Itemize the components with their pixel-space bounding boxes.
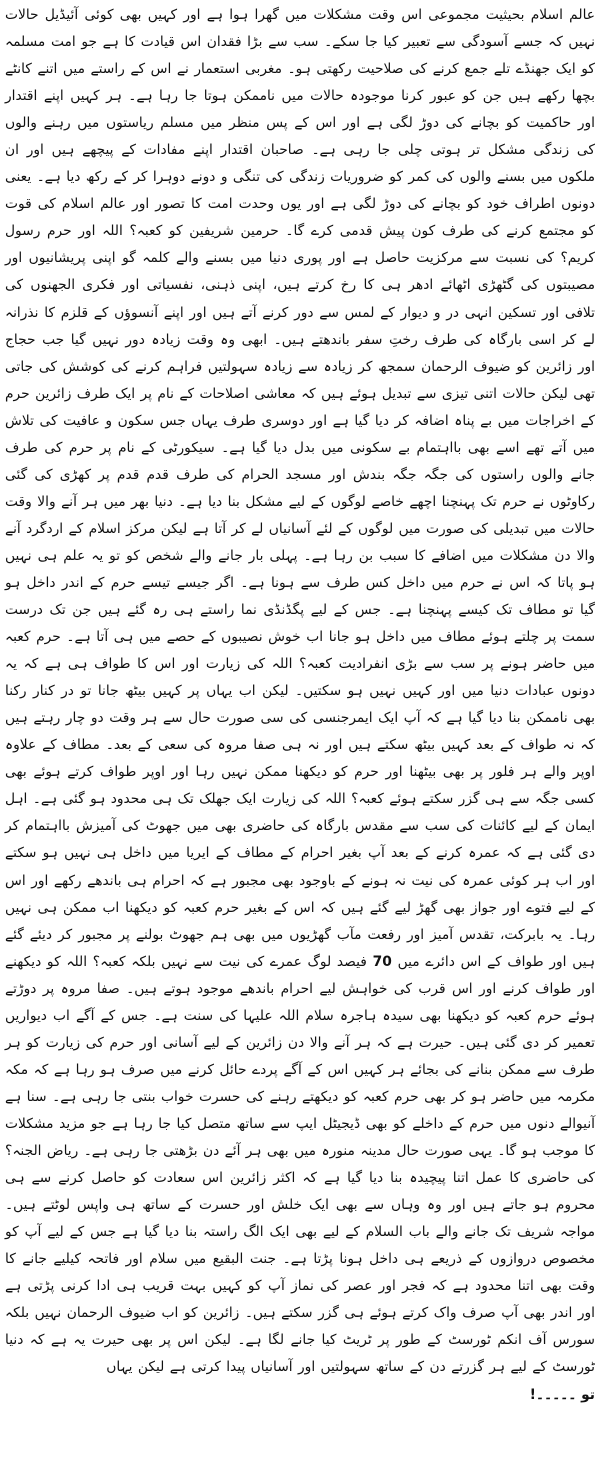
highlight-number: 70 bbox=[372, 953, 392, 970]
article-paragraph-1: عالم اسلام بحیثیت مجموعی اس وقت مشکلات میں گھرا ہوا ہے اور کہیں بھی کوئی آئیڈیل حالات نہیں کہ جسے آسودگی سے تعبیر کیا جا سکے۔ سب سے بڑا فقدان اس قیادت کا ہے جو امت مسلمہ کو ایک جھنڈے تلے جمع کرنے کی صلاحیت رکھتی ہو۔ مغربی استعمار نے اس کے راستے میں اتنے کانٹے بچھا رکھے ہیں جن کو عبور کرنا موجودہ حالات میں ناممکن ہوتا جا رہا ہے۔ ہر کہیں اپنے اقتدار اور حاکمیت کو بچانے کی دوڑ لگی ہے اور اس کے پس منظر میں مسلم ریاستوں میں رہنے والوں کی زندگی مشکل تر ہوتی چلی جا رہی ہے۔ صاحبان اقتدار اپنے مفادات کے پیچھے ہیں اور ان ملکوں میں بسنے والوں کی کمر کو ضروریات زندگی کی تنگی و دونے دوہرا کر کے رکھ دیا ہے۔ یعنی دونوں اطراف خود کو بچانے کی دوڑ لگی ہے اور یوں وحدت امت کا تصور اور عالم اسلام کی قوت کو مجتمع کرنے کی طرف کون پیش قدمی کرے گا۔ حرمین شریفین کو کعبہ؟ اللہ اور حرم رسول کریم؟ کی نسبت سے مرکزیت حاصل ہے اور پوری دنیا میں بسنے والے کلمہ گو اپنی پریشانیوں اور مصیبتوں کی گٹھڑی اٹھائے ادھر ہی کا رخ کرتے ہیں، اپنی ذہنی، نفسیاتی اور فکری الجھنوں کی تلافی اور تسکین انہی در و دیوار کے لمس سے دور کرنے آتے ہیں اور اپنے آنسوؤں کے قلزم کا نذرانہ لے کر اسی بارگاہ کی طرف رختِ سفر باندھتے ہیں۔ ابھی وہ وقت زیادہ دور نہیں گیا جب حجاج اور زائرین کو ضیوف الرحمان سمجھ کر زیادہ سے زیادہ سہولتیں فراہم کرنے کی کوشش کی جاتی تھی لیکن حالات اتنی تیزی سے تبدیل ہوئے ہیں کہ معاشی اصلاحات کے نام پر ایک طرف زائرین حرم کے اخراجات میں بے پناہ اضافہ کر دیا گیا ہے اور دوسری طرف یہاں جس سکون و عافیت کی تلاش میں آتے تھے اسے بھی بااہتمام بے سکونی میں بدل دیا گیا ہے۔ سیکورٹی کے نام پر حرم کی طرف جانے والوں راستوں کی جگہ جگہ بندش اور مسجد الحرام کی طرف قدم قدم پر کھڑی کی گئی رکاوٹوں نے حرم تک پہنچنا اچھے خاصے لوگوں کے لیے مشکل بنا دیا ہے۔ دنیا بھر میں ہر آنے والا وقت حالات میں تبدیلی کی صورت میں لوگوں کے لئے آسانیاں لے کر آتا ہے لیکن مرکز اسلام کے اردگرد آنے والا دن مشکلات میں اضافے کا سبب بن رہا ہے۔ پہلی بار جانے والے شخص کو تو یہ علم ہی نہیں ہو پاتا کہ اس نے حرم میں داخل کس طرف سے ہونا ہے۔ اگر جیسے تیسے حرم کے اندر داخل ہو گیا تو مطاف تک کیسے پہنچنا ہے۔ جس کے لیے پگڈنڈی نما راستے ہی رہ گئے ہیں جن تک درست سمت پر چلتے ہوئے مطاف میں داخل ہو جانا اب خوش نصیبوں کے حصے میں ہی آتا ہے۔ حرم کعبہ میں حاضر ہونے پر سب سے بڑی انفرادیت کعبہ؟ اللہ کی زیارت اور اس کا طواف ہی ہے کہ یہ دونوں عبادات دنیا میں اور کہیں نہیں ہو سکتیں۔ لیکن اب یہاں پر کہیں بیٹھ جانا تو در کنار رکنا بھی ناممکن بنا دیا گیا ہے کہ آپ ایک ایمرجنسی کی سی صورت حال سے ہر وقت دو چار رہتے ہیں کہ نہ طواف کے بعد کہیں بیٹھ سکتے ہیں اور نہ ہی صفا مروہ کی سعی کے بعد۔ مطاف کے علاوہ اوپر والے ہر فلور پر بھی بیٹھنا اور حرم کو دیکھنا ممکن نہیں رہا اور اوپر طواف کرتے ہوئے بھی کسی جگہ سے ہی گزر سکتے ہوئے کعبہ؟ اللہ کی زیارت ایک جھلک تک ہی محدود ہو گئی ہے۔ اہل ایمان کے لیے کائنات کی سب سے مقدس بارگاہ کی حاضری بھی میں جھوٹ کی آمیزش بااہتمام کر دی گئی ہے کہ عمرہ کرنے کے بعد آپ بغیر احرام کے مطاف کے ایریا میں داخل ہی نہیں ہو سکتے اور اب ہر کوئی عمرہ کی نیت نہ ہونے کے باوجود بھی مجبور ہے کہ احرام ہی باندھے رکھے اور اس کے لیے فتوے اور جواز بھی گھڑ لیے گئے ہیں کہ اس کے بغیر حرم کعبہ کو دیکھنا اب ممکن ہی نہیں رہا۔ یہ بابرکت، تقدس آمیز اور رفعت مآب گھڑیوں میں بھی ہم جھوٹ بولنے پر مجبور کر دیئے گئے ہیں اور طواف کے اس دائرے میں bbox=[5, 7, 595, 970]
article-closing: تو ۔۔۔۔۔! bbox=[529, 1387, 595, 1404]
article-paragraph-2: فیصد لوگ عمرے کی نیت سے نہیں بلکہ کعبہ؟ اللہ کو دیکھنے اور طواف کرنے اور اس قرب کی خواہش لیے احرام باندھے موجود ہوتے ہیں۔ صفا مروہ پر دوڑتے ہوئے حرم کعبہ کو دیکھنا بھی سیدہ ہاجرہ سلام اللہ علیہا کی سنت ہے۔ جس کے آگے اب دیواریں تعمیر کر دی گئی ہیں۔ حیرت ہے کہ ہر آنے والا دن زائرین کے لیے آسانی اور حرم کی زیارت کو ہر طرف سے ممکن بنانے کی بجائے ہر کہیں اس کے آگے پردے حائل کرنے میں صرف ہو رہا ہے کہ مکہ مکرمہ میں حاضر ہو کر بھی حرم کعبہ کو دیکھتے رہنے کی حسرت خواب بنتی جا رہی ہے۔ سنا ہے آنیوالے دنوں میں حرم کے داخلے کو بھی ڈیجیٹل ایپ سے ساتھ متصل کیا جا رہا ہے جو مزید مشکلات کا موجب ہو گا۔ یہی صورت حال مدینہ منورہ میں بھی ہر آئے دن بڑھتی جا رہی ہے۔ ریاض الجنہ؟ کی حاضری کا عمل اتنا پیچیدہ بنا دیا گیا ہے کہ اکثر زائرین اس سعادت کو حاصل کرنے سے ہی محروم ہو جاتے ہیں اور وہ وہاں سے بھی ایک خلش اور حسرت کے ساتھ ہی واپس لوٹتے ہیں۔ مواجہ شریف تک جانے والے باب السلام کے لیے بھی ایک الگ راستہ بنا دیا گیا ہے جس کے لیے آپ کو مخصوص دروازوں کے ذریعے ہی داخل ہونا پڑتا ہے۔ جنت البقیع میں سلام اور فاتحہ کیلیے جانے کا وقت بھی اتنا محدود ہے کہ فجر اور عصر کی نماز آپ کو کہیں بہت قریب ہی ادا کرنی پڑتی ہے اور اندر بھی آپ صرف واک کرتے ہوئے ہی گزر سکتے ہیں۔ زائرین کو اب ضیوف الرحمان نہیں بلکہ سورس آف انکم ٹورسٹ کے طور پر ٹریٹ کیا جانے لگا ہے۔ لیکن اس پر بھی حیرت یہ ہے کہ دنیا ٹورسٹ کے لیے ہر گزرتے دن کے ساتھ سہولتیں اور آسانیاں پیدا کرتی ہے لیکن یہاں bbox=[5, 953, 595, 1376]
article-body bbox=[5, 2, 595, 1381]
